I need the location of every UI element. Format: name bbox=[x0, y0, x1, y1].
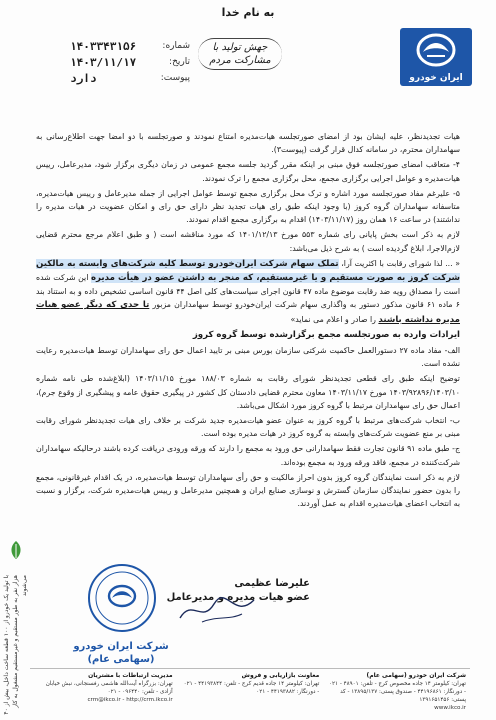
footer-hq-title: شرکت ایران خودرو (سهامی عام) bbox=[366, 672, 466, 679]
company-stamp bbox=[86, 562, 158, 634]
attachment-label: پیوست: bbox=[160, 73, 190, 83]
date-row bbox=[70, 54, 190, 70]
side-banner-text: با تولید یک خودرو از ۱۰۰ قطعه ساخت داخل، بیش از ۴۰ هزار نفر به طور مستقیم و غیرمستقیم مشغول به کار می‌شوند bbox=[3, 575, 28, 715]
motto-emblem bbox=[198, 38, 282, 72]
objection-alef: الف- مفاد ماده ۲۷ دستورالعمل حاکمیت شرکتی سازمان بورس مبنی بر تایید اعمال حق رای سهامداران توسط هیات‌مدیره رعایت نشده است. bbox=[36, 346, 460, 369]
footer-crm-title: مدیریت ارتباطات با مشتریان bbox=[88, 672, 173, 679]
stamp-type: (سهامی عام) bbox=[87, 654, 155, 665]
footer-hq bbox=[323, 669, 470, 714]
objection-be: ب- انتخاب شرکت‌های مرتبط با گروه کروز به عنوان عضو هیات‌مدیره جدید شرکت بر خلاف رای هیات تجدیدنظر شورای رقابت مبنی بر منع عضویت شرکت‌های وابسته به گروه کروز در هیات مدیره بوده است. bbox=[36, 416, 460, 439]
stamp-company: شرکت ایران خودرو bbox=[73, 641, 169, 652]
paragraph-5: ۵- علیرغم مفاد صورتجلسه مورد اشاره و ترک محل برگزاری مجمع توسط عوامل اجرایی از جمله مدیرعامل و رییس هیات‌مدیره، متاسفانه سهامداران گروه کروز (با وجود اینکه طبق رای هیات تجدید نظر دارای حق رای و امکان عضویت در هیات مدیره را نداشتند) در ساعت ۱۶ همان روز (۱۴۰۳/۱۱/۱۷) اقدام به برگزاری مجمع اقدام نمودند. bbox=[36, 188, 460, 225]
company-logo bbox=[400, 28, 472, 86]
letter-body bbox=[36, 130, 460, 512]
paragraph-intro: هیات تجدیدنظر، علیه ایشان بود از امضای صورتجلسه هیات‌مدیره امتناع نمودند و صورتجلسه با دو امضا جهت اطلاع‌رسانی به سهامداران محترم، در سامانه کدال قرار گرفت (پیوست۳). bbox=[36, 132, 460, 155]
objection-note: توضیح اینکه طبق رای قطعی تجدیدنظر شورای رقابت به شماره ۱۸۸/۰۳ مورخ ۱۴۰۳/۱۱/۱۵ (ابلاغ‌شده طی نامه شماره ۱۴۰۳/۹۲۸۹۶/۱۴۰۳/۱۰ مورخ ۱۴۰۳/۱۱/۱۷ معاون محترم قضایی دادستان کل کشور در پیگیری حقوق عامه و پیشگیری از وقوع جرم)، اعمال حق رای سهامداران مرتبط با گروه کروز مورد اشکال می‌باشد. bbox=[36, 374, 460, 410]
quote-end: را صادر و اعلام می نماید» bbox=[290, 314, 379, 324]
ikco-emblem-icon bbox=[400, 28, 472, 72]
number-value: ۱۴۰۳۳۴۳۱۵۶ bbox=[70, 39, 137, 53]
stamp-label bbox=[66, 640, 176, 666]
signatory-name: علیرضا عظیمی bbox=[234, 578, 310, 589]
leaf-icon bbox=[8, 540, 24, 560]
objection-jim: ج- طبق ماده ۹۱ قانون تجارت فقط سهامدارانی حق ورود به مجمع را دارند که ورقه ورودی دریافت کرده باشند درحالیکه سهامداران شرکت‌کننده در مجمع، فاقد ورقه ورود به مجمع بوده‌اند. bbox=[36, 444, 460, 467]
closing-paragraph: لازم به ذکر است نمایندگان گروه کروز بدون احراز مالکیت و حق رأی سهامداران توسط هیات‌مدیره، در یک اقدام غیرقانونی، مجمع را بدون حضور نمایندگان سازمان گسترش و نوسازی صنایع ایران و همچنین مدیرعامل و رییس هیات‌مدیره شرکت، برگزار و نسبت به انتخاب اعضای هیات‌مدیره اقدام به عمل آوردند. bbox=[36, 472, 460, 509]
attachment-row bbox=[70, 70, 190, 86]
date-value: ۱۴۰۳/۱۱/۱۷ bbox=[70, 55, 137, 69]
number-label: شماره: bbox=[162, 41, 190, 51]
footer-crm-text: تهران: بزرگراه آیت‌الله هاشمی رفسنجانی، نبش خیابان آزادی - تلفن: ۰۹۶۴۴۰ - ۰۲۱ bbox=[45, 681, 173, 695]
footer-crm bbox=[30, 669, 177, 714]
handwritten-signature bbox=[172, 590, 262, 630]
letter-footer bbox=[30, 668, 470, 714]
quoted-ruling bbox=[36, 257, 460, 327]
footer-hq-web[interactable]: www.ikco.ir bbox=[434, 705, 466, 711]
motto-text: جهش تولید با مشارکت مردم bbox=[198, 38, 282, 70]
signatory-title: عضو هیات مدیره و مدیرعامل bbox=[166, 592, 310, 603]
footer-crm-web[interactable]: crm@ikco.ir - http://crm.ikco.ir bbox=[87, 697, 173, 703]
objections-heading: ایرادات وارده به صورتجلسه مجمع برگزارشده توسط گروه کروز bbox=[192, 329, 460, 340]
quote-start: « ... لذا شورای رقابت با اکثریت آرا، bbox=[338, 258, 460, 268]
bismillah-heading: به نام خدا bbox=[221, 6, 275, 19]
attachment-value: دارد bbox=[70, 71, 97, 85]
letter-meta bbox=[70, 38, 190, 86]
quote-emphasis: تا حدی که دیگر عضو هیات مدیره نداشته باشند bbox=[36, 300, 460, 325]
footer-sales bbox=[177, 669, 324, 714]
quote-middle: این شرکت شده است را مصداق رویه ضد رقابت موضوع ماده ۴۷ قانون اجرای سیاست‌های کلی اصل ۴۴ قانون اساسی تشخیص داده و به استناد بند ۶ ماده ۶۱ قانون مذکور دستور به واگذاری سهام شرکت ایران‌خودرو توسط سهامداران مزبور bbox=[36, 273, 461, 310]
company-logo-text: ایران خودرو bbox=[409, 73, 463, 83]
paragraph-4: ۴- متعاقب امضای صورتجلسه فوق مبنی بر اینکه مقرر گردید جلسه مجمع عمومی در زمان دیگری برگزار شود، مدیرعامل، رییس هیات‌مدیره و عوامل اجرایی برگزاری مجمع، محل برگزاری مجمع را ترک نمودند. bbox=[36, 160, 460, 183]
number-row bbox=[70, 38, 190, 54]
quote-highlight: تملک سهام شرکت ایران‌خودرو توسط کلیه شرکت‌های وابسته به مالکین شرکت کروز به صورت مستقیم و یا غیرمستقیم، که منجر به داشتن عضو در هیأت مدیره bbox=[36, 258, 460, 284]
footer-sales-title: معاونت بازاریابی و فروش bbox=[241, 672, 320, 679]
paragraph-ruling: لازم به ذکر است بخش پایانی رای شماره ۵۵۳ مورخ ۱۴۰۱/۱۲/۱۳ که مورد مناقشه است ( و طبق اعلام مرجع محترم قضایی لازم‌الاجرا، ابلاغ گردیده است ) به شرح ذیل می‌باشد: bbox=[36, 230, 461, 253]
date-label: تاریخ: bbox=[169, 57, 190, 67]
footer-sales-text: تهران: کیلومتر ۱۴ جاده قدیم کرج - تلفن: ۴۴۱۹۳۸۴۴ - ۰۲۱ - دورنگار: ۴۴۱۹۳۸۸۲ - ۰۲۱ bbox=[183, 681, 320, 695]
footer-hq-text: تهران: کیلومتر ۱۴ جاده مخصوص کرج - تلفن: ۴۸۹۰۱ - ۰۲۱ - دورنگار: ۴۴۱۹۶۸۶۱ - صندوق پستی: ۱۳۸۹۵/۱۳۷ - کد پستی: ۱۳۹۱۶۵۱۴۵۶ bbox=[329, 681, 466, 703]
